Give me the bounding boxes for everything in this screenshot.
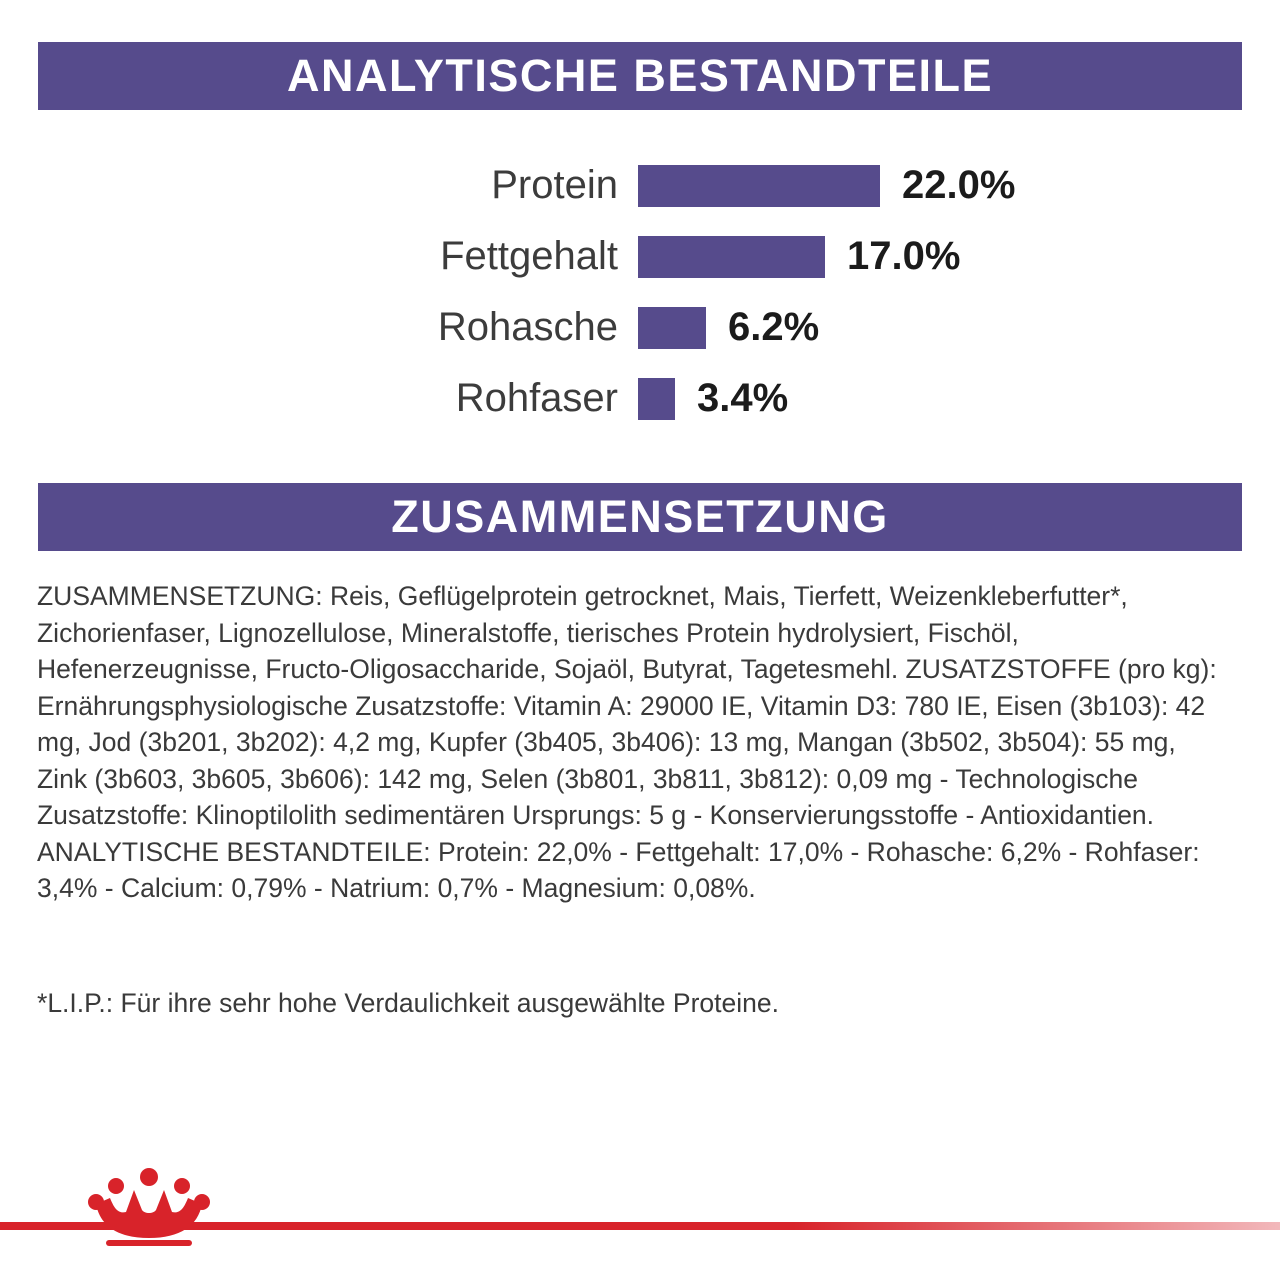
footer-accent-rule [0, 1222, 1280, 1230]
bar-and-value [638, 163, 1015, 208]
analytical-components-header: ANALYTISCHE BESTANDTEILE [38, 42, 1242, 110]
chart-row [0, 363, 1280, 434]
nutrient-value: 22.0% [902, 163, 1016, 207]
nutrient-value: 17.0% [847, 234, 961, 278]
nutrient-bar [638, 307, 706, 349]
composition-paragraph: ZUSAMMENSETZUNG: Reis, Geflügelprotein getrocknet, Mais, Tierfett, Weizenkleberfutter*, Zichorienfaser, Lignozellulose, Mineralstoffe, tierisches Protein hydrolysiert, Fischöl, Hefenerzeugnisse, Fructo-Oligosaccharide, Sojaöl, Butyrat, Tagetesmehl. ZUSATZSTOFFE (pro kg): Ernährungsphysiologische Zusatzstoffe: Vitamin A: 29000 IE, Vitamin D3: 780 IE, Eisen (3b103): 42 mg, Jod (3b201, 3b202): 4,2 mg, Kupfer (3b405, 3b406): 13 mg, Mangan (3b502, 3b504): 55 mg, Zink (3b603, 3b605, 3b606): 142 mg, Selen (3b801, 3b811, 3b812): 0,09 mg - Technologische Zusatzstoffe: Klinoptilolith sedimentären Ursprungs: 5 g - Konservierungsstoffe - Antioxidantien. ANALYTISCHE BESTANDTEILE: Protein: 22,0% - Fettgehalt: 17,0% - Rohasche: 6,2% - Rohfaser: 3,4% - Calcium: 0,79% - Natrium: 0,7% - Magnesium: 0,08%. [37, 581, 1217, 903]
bar-and-value [638, 234, 960, 279]
nutrient-value: 3.4% [697, 376, 789, 420]
composition-header: ZUSAMMENSETZUNG [38, 483, 1242, 551]
chart-row [0, 150, 1280, 221]
royal-canin-crown-logo [88, 1168, 210, 1246]
nutrient-bar [638, 165, 880, 207]
bar-and-value [638, 376, 788, 421]
composition-body [37, 578, 1233, 907]
bar-and-value [638, 305, 819, 350]
nutrient-label: Fettgehalt [440, 234, 618, 278]
nutrient-bar [638, 378, 675, 420]
nutrient-label: Rohfaser [455, 376, 618, 420]
nutrient-bar-chart [0, 150, 1280, 434]
chart-row [0, 221, 1280, 292]
nutrient-value: 6.2% [728, 305, 820, 349]
nutrient-label: Protein [491, 163, 618, 207]
lip-footnote: *L.I.P.: Für ihre sehr hohe Verdaulichkeit ausgewählte Proteine. [37, 988, 779, 1018]
nutrient-label: Rohasche [437, 305, 618, 349]
chart-row [0, 292, 1280, 363]
nutrient-bar [638, 236, 825, 278]
